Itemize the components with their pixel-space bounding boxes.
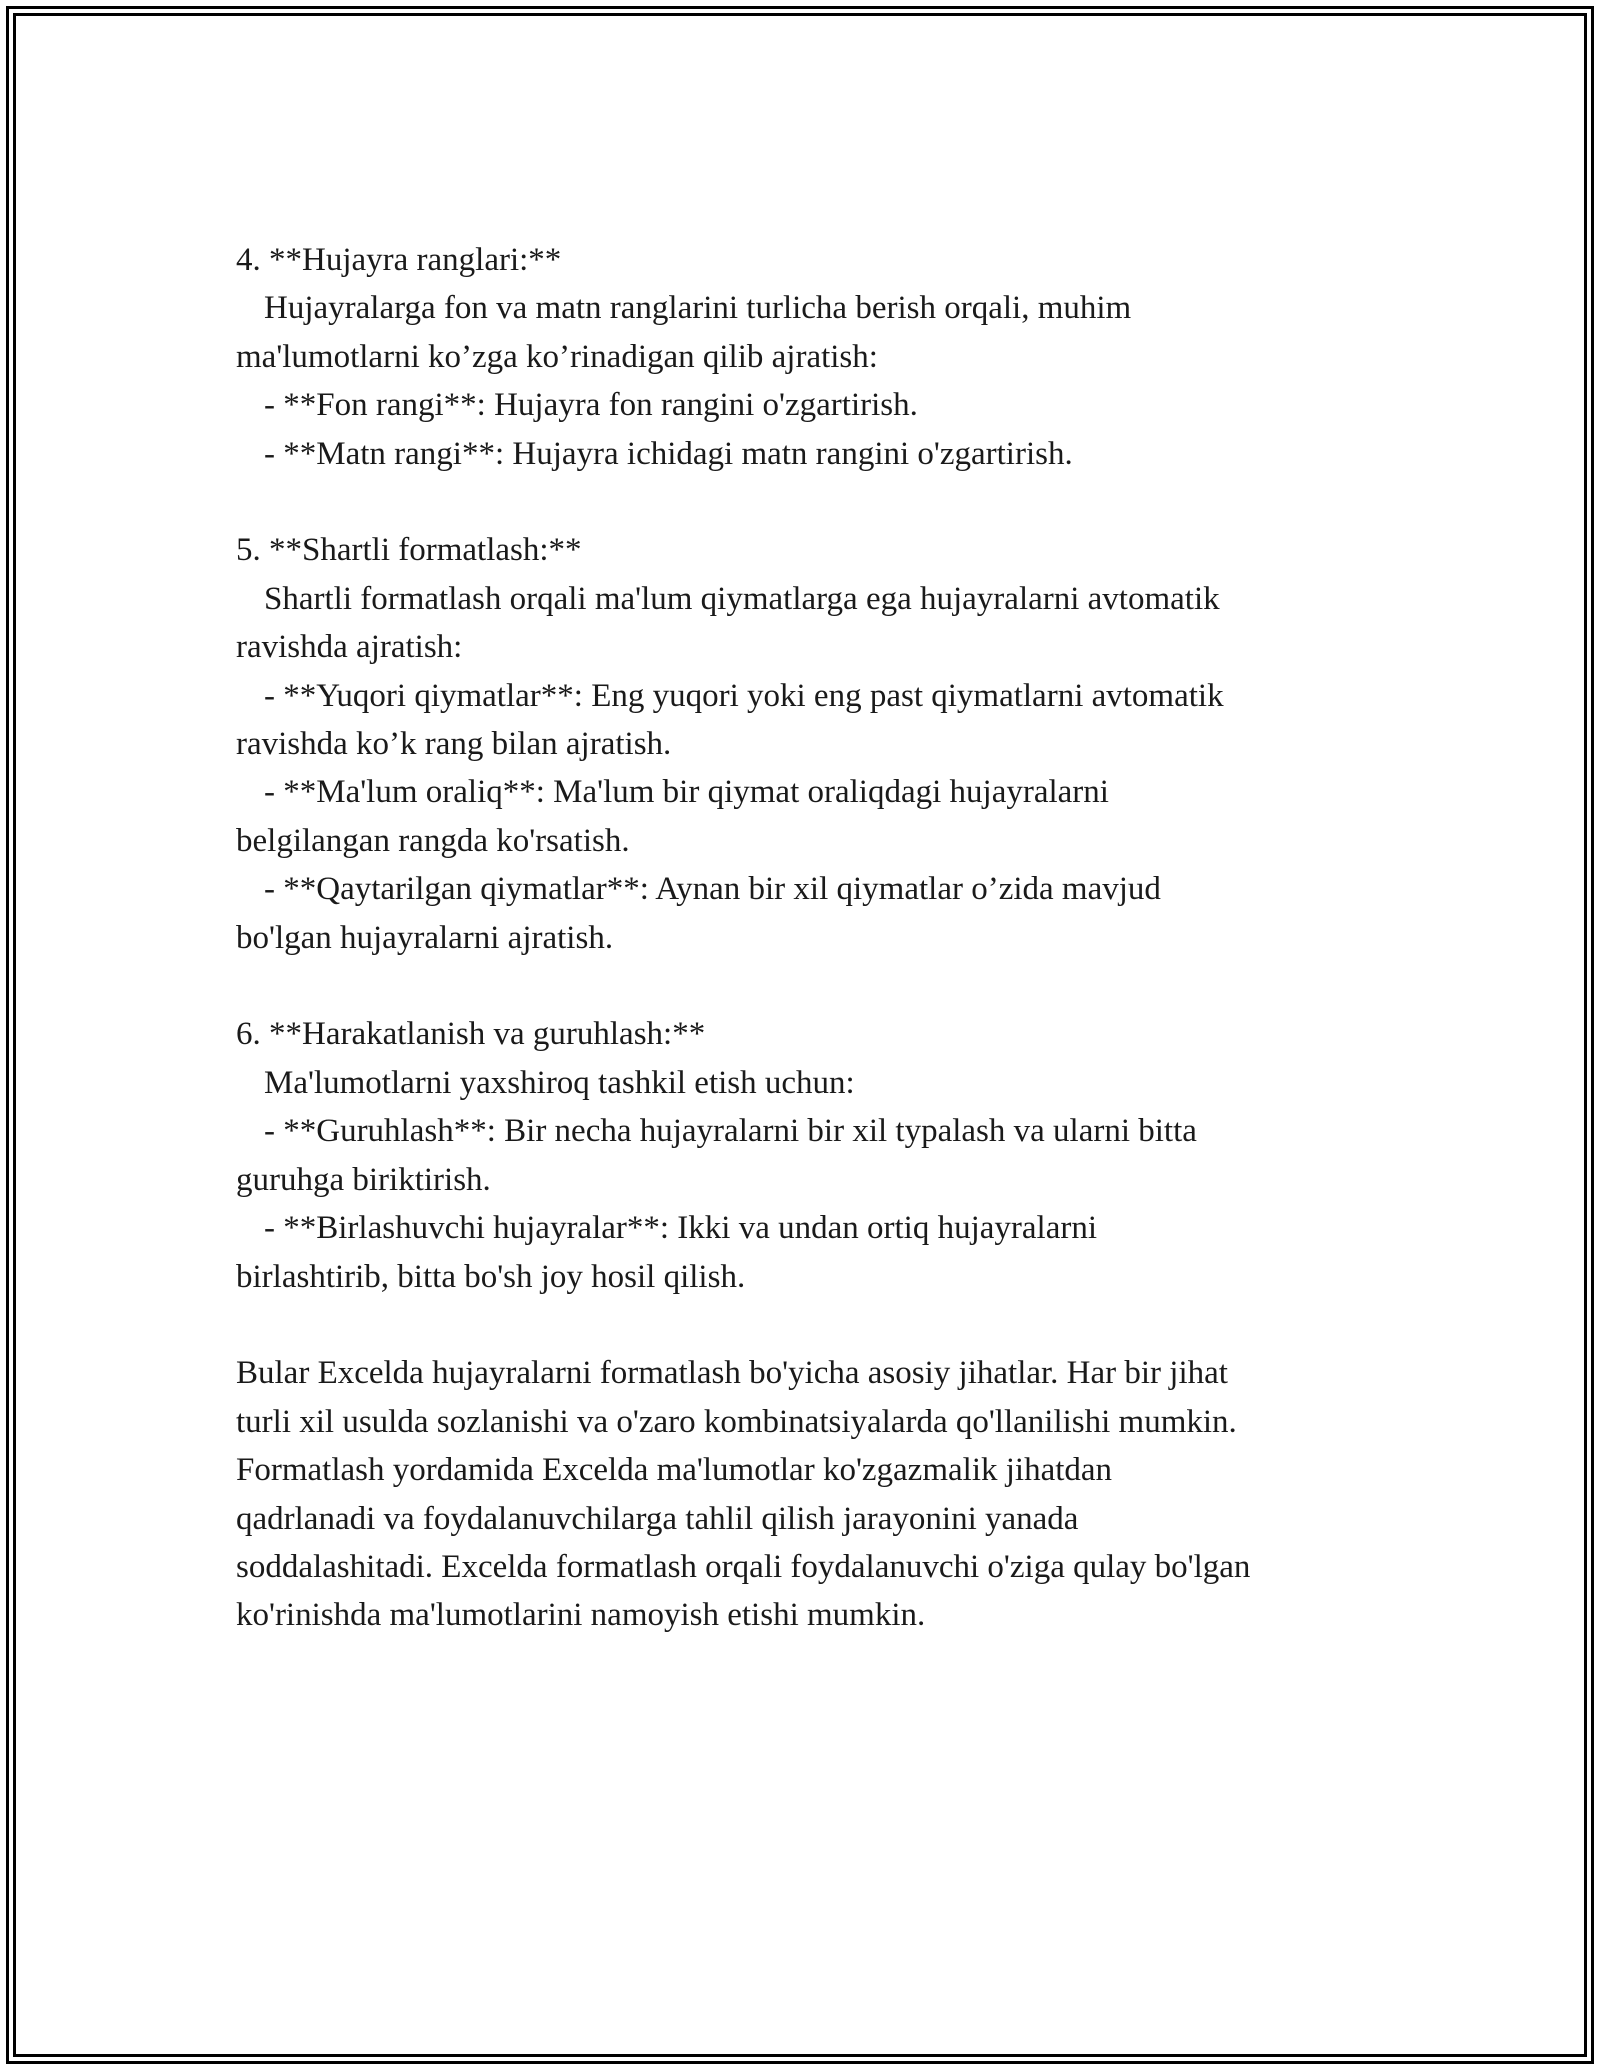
paragraph-line: qadrlanadi va foydalanuvchilarga tahlil qilish jarayonini yanada: [236, 1500, 1079, 1537]
list-item-continuation: guruhga biriktirish.: [236, 1161, 491, 1198]
section-cell-colors: [236, 236, 1436, 478]
list-item-continuation: belgilangan rangda ko'rsatish.: [236, 822, 630, 859]
section-heading: 5. **Shartli formatlash:**: [236, 532, 582, 569]
list-item: - **Guruhlash**: Bir necha hujayralarni bir xil typalash va ularni bitta: [264, 1113, 1197, 1150]
section-conditional-formatting: [236, 526, 1436, 962]
list-item: - **Matn rangi**: Hujayra ichidagi matn rangini o'zgartirish.: [264, 435, 1073, 472]
list-item: - **Birlashuvchi hujayralar**: Ikki va undan ortiq hujayralarni: [264, 1210, 1098, 1247]
paragraph-line: ko'rinishda ma'lumotlarini namoyish etishi mumkin.: [236, 1597, 926, 1634]
list-item: - **Ma'lum oraliq**: Ma'lum bir qiymat oraliqdagi hujayralarni: [264, 774, 1109, 811]
paragraph-line: turli xil usulda sozlanishi va o'zaro kombinatsiyalarda qo'llanilishi mumkin.: [236, 1403, 1237, 1440]
paragraph-line: Bular Excelda hujayralarni formatlash bo'yicha asosiy jihatlar. Har bir jihat: [236, 1355, 1228, 1392]
list-item-continuation: ravishda ko’k rang bilan ajratish.: [236, 726, 672, 763]
paragraph-line: Formatlash yordamida Excelda ma'lumotlar ko'zgazmalik jihatdan: [236, 1452, 1113, 1489]
paragraph-line: ma'lumotlarni ko’zga ko’rinadigan qilib ajratish:: [236, 338, 878, 375]
paragraph-line: ravishda ajratish:: [236, 629, 463, 666]
section-heading: 4. **Hujayra ranglari:**: [236, 242, 562, 278]
section-heading: 6. **Harakatlanish va guruhlash:**: [236, 1016, 706, 1053]
list-item: - **Yuqori qiymatlar**: Eng yuqori yoki eng past qiymatlarni avtomatik: [264, 677, 1224, 714]
paragraph-line: Hujayralarga fon va matn ranglarini turlicha berish orqali, muhim: [264, 290, 1132, 327]
list-item: - **Fon rangi**: Hujayra fon rangini o'zgartirish.: [264, 387, 918, 424]
paragraph-line: Ma'lumotlarni yaxshiroq tashkil etish uchun:: [264, 1064, 855, 1101]
list-item: - **Qaytarilgan qiymatlar**: Aynan bir xil qiymatlar o’zida mavjud: [264, 871, 1161, 908]
list-item-continuation: bo'lgan hujayralarni ajratish.: [236, 919, 614, 956]
conclusion-paragraph: [236, 1349, 1436, 1639]
paragraph-line: soddalashitadi. Excelda formatlash orqali foydalanuvchi o'ziga qulay bo'lgan: [236, 1548, 1251, 1585]
section-grouping: [236, 1010, 1436, 1300]
paragraph-line: Shartli formatlash orqali ma'lum qiymatlarga ega hujayralarni avtomatik: [264, 580, 1220, 617]
list-item-continuation: birlashtirib, bitta bo'sh joy hosil qilish.: [236, 1258, 746, 1295]
document-body: [236, 236, 1436, 1688]
